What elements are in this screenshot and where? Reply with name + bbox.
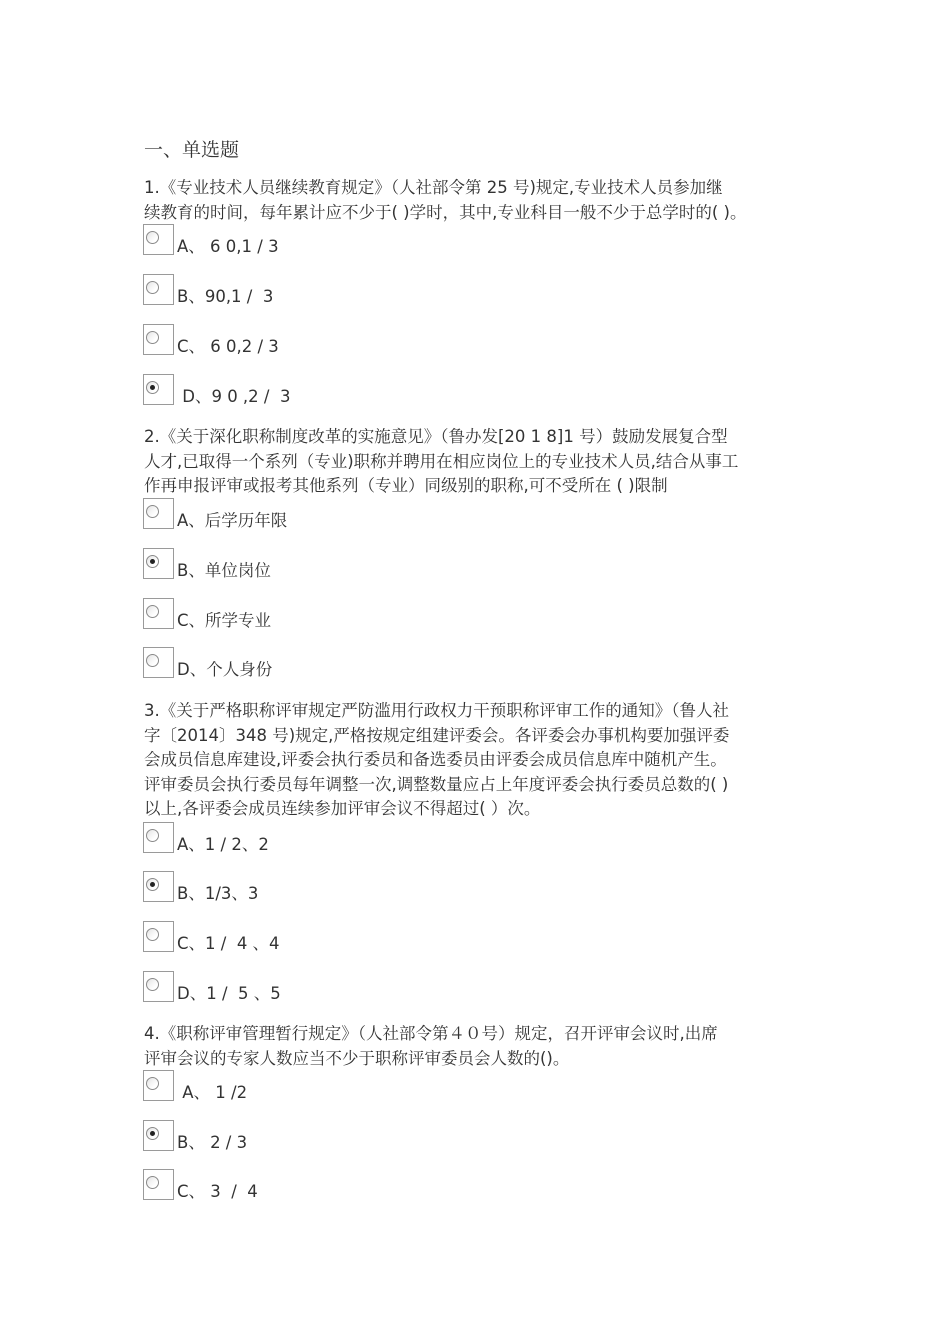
radio-button-selected-icon[interactable] bbox=[146, 555, 159, 568]
question-2-text: 2.《关于深化职称制度改革的实施意见》（鲁办发[20 1 8]1 号）鼓励发展复合型 人才,已取得一个系列（专业)职称并聘用在相应岗位上的专业技术人员,结合从事工 作再申报评审或报考其他系列（专业）同级别的职称,可不受所在 ( )限制 bbox=[144, 427, 739, 495]
question-3-option-d[interactable] bbox=[143, 971, 543, 1007]
radio-button-selected-icon[interactable] bbox=[146, 878, 159, 891]
option-label: A、 6 0,1 / 3 bbox=[177, 237, 279, 256]
radio-button-icon[interactable] bbox=[146, 281, 159, 294]
question-1-option-d[interactable] bbox=[143, 374, 543, 410]
option-label: A、 1 /2 bbox=[177, 1083, 248, 1102]
radio-dot-icon bbox=[150, 385, 155, 390]
radio-button-selected-icon[interactable] bbox=[146, 381, 159, 394]
question-1-option-b[interactable] bbox=[143, 274, 543, 310]
radio-box[interactable] bbox=[143, 822, 174, 853]
radio-button-icon[interactable] bbox=[146, 1077, 159, 1090]
question-3-option-b[interactable] bbox=[143, 871, 543, 907]
option-label: C、 6 0,2 / 3 bbox=[177, 337, 279, 356]
question-2-option-a[interactable] bbox=[143, 498, 543, 534]
radio-dot-icon bbox=[150, 1131, 155, 1136]
radio-box[interactable] bbox=[143, 1169, 174, 1200]
question-2-option-c[interactable] bbox=[143, 598, 543, 634]
question-4-option-a[interactable] bbox=[143, 1070, 543, 1106]
option-label: B、单位岗位 bbox=[177, 561, 271, 580]
radio-button-selected-icon[interactable] bbox=[146, 1127, 159, 1140]
question-3-text: 3.《关于严格职称评审规定严防滥用行政权力干预职称评审工作的通知》（鲁人社 字〔2014〕348 号)规定,严格按规定组建评委会。各评委会办事机构要加强评委 会成员信息库建设,评委会执行委员和备选委员由评委会成员信息库中随机产生。 评审委员会执行委员每年调整一次,调整数量应占上年度评委会执行委员总数的( ) 以上,各评委会成员连续参加评审会议不得超过( ）次。 bbox=[144, 701, 730, 818]
option-label: C、所学专业 bbox=[177, 611, 272, 630]
radio-dot-icon bbox=[150, 559, 155, 564]
question-4-option-b[interactable] bbox=[143, 1120, 543, 1156]
radio-button-icon[interactable] bbox=[146, 231, 159, 244]
radio-box[interactable] bbox=[143, 498, 174, 529]
question-1-option-c[interactable] bbox=[143, 324, 543, 360]
radio-box[interactable] bbox=[143, 1120, 174, 1151]
option-label: C、1 / 4 、4 bbox=[177, 934, 280, 953]
question-3-option-c[interactable] bbox=[143, 921, 543, 957]
radio-box[interactable] bbox=[143, 274, 174, 305]
radio-button-icon[interactable] bbox=[146, 654, 159, 667]
radio-box[interactable] bbox=[143, 971, 174, 1002]
radio-box[interactable] bbox=[143, 647, 174, 678]
radio-button-icon[interactable] bbox=[146, 331, 159, 344]
radio-box[interactable] bbox=[143, 598, 174, 629]
option-label: A、1 / 2、2 bbox=[177, 835, 269, 854]
question-2-option-d[interactable] bbox=[143, 647, 543, 683]
question-4-option-c[interactable] bbox=[143, 1169, 543, 1205]
option-label: B、1/3、3 bbox=[177, 884, 259, 903]
radio-button-icon[interactable] bbox=[146, 978, 159, 991]
radio-box[interactable] bbox=[143, 224, 174, 255]
radio-button-icon[interactable] bbox=[146, 829, 159, 842]
question-4-text: 4.《职称评审管理暂行规定》（人社部令第４０号）规定，召开评审会议时,出席 评审会议的专家人数应当不少于职称评审委员会人数的()。 bbox=[144, 1024, 718, 1068]
question-1-text: 1.《专业技术人员继续教育规定》（人社部令第 25 号)规定,专业技术人员参加继 续教育的时间，每年累计应不少于( )学时，其中,专业科目一般不少于总学时的( )。 bbox=[144, 178, 747, 222]
option-label: D、9 0 ,2 / 3 bbox=[177, 387, 291, 406]
radio-dot-icon bbox=[150, 882, 155, 887]
radio-button-icon[interactable] bbox=[146, 928, 159, 941]
radio-box[interactable] bbox=[143, 1070, 174, 1101]
section-title: 一、单选题 bbox=[144, 139, 240, 161]
radio-box[interactable] bbox=[143, 921, 174, 952]
radio-box[interactable] bbox=[143, 324, 174, 355]
question-1-option-a[interactable] bbox=[143, 224, 543, 260]
radio-box[interactable] bbox=[143, 374, 174, 405]
option-label: A、后学历年限 bbox=[177, 511, 288, 530]
option-label: D、个人身份 bbox=[177, 660, 273, 679]
radio-button-icon[interactable] bbox=[146, 505, 159, 518]
question-2-option-b[interactable] bbox=[143, 548, 543, 584]
radio-button-icon[interactable] bbox=[146, 1176, 159, 1189]
radio-button-icon[interactable] bbox=[146, 605, 159, 618]
option-label: B、90,1 / 3 bbox=[177, 287, 274, 306]
option-label: B、 2 / 3 bbox=[177, 1133, 248, 1152]
radio-box[interactable] bbox=[143, 871, 174, 902]
question-3-option-a[interactable] bbox=[143, 822, 543, 858]
option-label: C、 3 / 4 bbox=[177, 1182, 258, 1201]
radio-box[interactable] bbox=[143, 548, 174, 579]
option-label: D、1 / 5 、5 bbox=[177, 984, 281, 1003]
